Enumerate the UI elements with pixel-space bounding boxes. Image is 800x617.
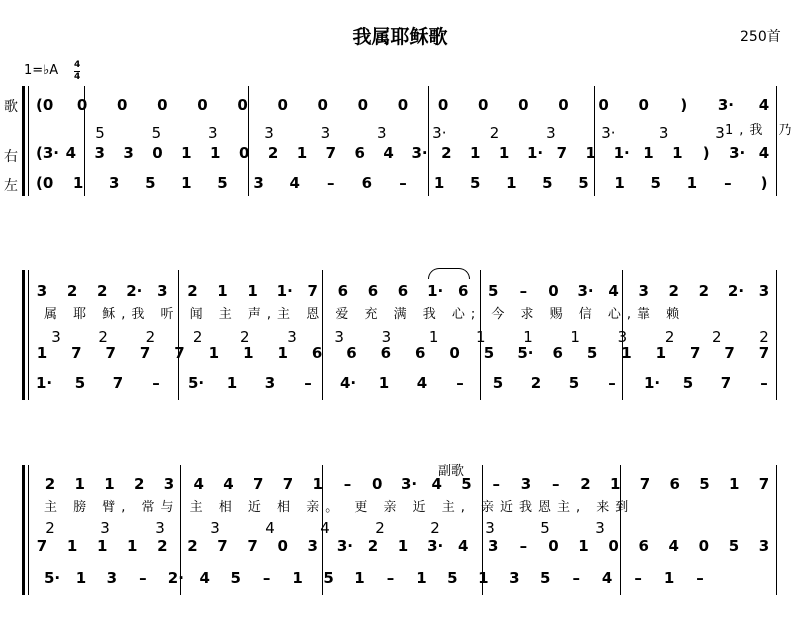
note: 1 — [127, 537, 138, 555]
note: 5 — [682, 374, 694, 392]
note: 1 — [476, 328, 486, 346]
note: 3 — [36, 282, 48, 300]
note: 4 — [265, 519, 275, 537]
note: – — [519, 282, 528, 300]
note: 0 — [277, 537, 288, 555]
note: 3 — [546, 124, 556, 142]
note: 1 — [428, 328, 439, 346]
note: 0 — [698, 537, 710, 555]
note: 1 — [433, 174, 445, 192]
note: 1 — [277, 344, 288, 362]
note: 1 — [663, 569, 675, 587]
note: 5· — [44, 569, 61, 587]
note: 3 — [488, 537, 499, 555]
note: 0 — [372, 475, 383, 493]
note: 3 — [381, 328, 392, 346]
note: – — [139, 569, 147, 587]
note: 7 — [282, 475, 294, 493]
note: 0 — [152, 144, 163, 162]
note: 6 — [552, 344, 563, 362]
note: 5 — [488, 282, 499, 300]
note: 5 — [568, 374, 580, 392]
note: 0 — [397, 96, 409, 114]
note: 0 — [117, 96, 128, 114]
lyric-line-2: 主 膀 臂, 常与 主 相 近 相 亲。 更 亲 近 主, 亲近我恩主, 来到 — [44, 500, 635, 515]
note: – — [327, 174, 335, 192]
note: 6 — [380, 344, 392, 362]
note: 3 — [287, 328, 297, 346]
note: 5 — [469, 174, 481, 192]
note: – — [572, 569, 580, 587]
note: 7 — [307, 282, 318, 300]
note: 1 — [74, 475, 85, 493]
note: 3· — [427, 537, 444, 555]
note: 6 — [414, 344, 426, 362]
note: – — [696, 569, 704, 587]
note: 5· — [188, 374, 205, 392]
note: 3 — [334, 328, 344, 346]
note: 0 — [157, 96, 168, 114]
note: 2 — [157, 537, 168, 555]
note: – — [386, 569, 395, 587]
note: 1 — [72, 174, 84, 192]
note: 3 — [617, 328, 628, 346]
note: 1 — [181, 174, 192, 192]
note: 7 — [174, 344, 185, 362]
note: 5 — [323, 569, 334, 587]
note: 4 — [758, 96, 770, 114]
note: 7 — [253, 475, 264, 493]
note: – — [304, 374, 312, 392]
note: 2 — [530, 374, 542, 392]
note: 1 — [655, 344, 667, 362]
note: 3 — [758, 282, 770, 300]
note: 1 — [247, 282, 258, 300]
note: 7 — [724, 344, 735, 362]
note: 2 — [759, 328, 769, 346]
note: 1 — [354, 569, 365, 587]
lyric-line-1: 属 耶 稣,我 听 闻 主 声,主 恩 爱 充 满 我 心; 今 求 赐 信 心,靠 赖 — [44, 307, 686, 322]
note: 4· — [340, 374, 357, 392]
note: 1 — [523, 328, 533, 346]
note: 7 — [217, 537, 228, 555]
note-row — [0, 569, 800, 587]
note: 2 — [375, 519, 385, 537]
note: 1 — [585, 144, 596, 162]
note: (0 — [36, 174, 54, 192]
note: 1 — [469, 144, 481, 162]
note: 3 — [320, 124, 331, 142]
note: 1 — [378, 374, 390, 392]
note: 4 — [416, 374, 428, 392]
note: 1 — [498, 144, 510, 162]
note: 0 — [518, 96, 529, 114]
note: 0 — [237, 96, 248, 114]
note: 1 — [36, 344, 48, 362]
note: 1· — [644, 374, 661, 392]
note: 1 — [621, 344, 632, 362]
note: ) — [680, 96, 688, 114]
note: 1 — [96, 537, 108, 555]
left-hand-label: 左 — [4, 178, 18, 194]
note: – — [552, 475, 560, 493]
note: 5 — [145, 174, 156, 192]
note: 7 — [758, 475, 770, 493]
note: 7 — [105, 344, 116, 362]
note: 2 — [134, 475, 145, 493]
note: 0 — [317, 96, 328, 114]
note: 3 — [264, 124, 274, 142]
note: 3 — [307, 537, 318, 555]
note: 1 — [66, 537, 78, 555]
note: 1· — [613, 144, 630, 162]
voice-label: 歌 — [4, 99, 18, 115]
note: 3 — [509, 569, 520, 587]
note: 3 — [715, 124, 725, 142]
note: 3 — [264, 374, 276, 392]
note-row — [0, 374, 800, 392]
note: 2 — [580, 475, 591, 493]
note: 2 — [668, 282, 679, 300]
note: 2 — [44, 475, 56, 493]
note: 1 — [292, 569, 303, 587]
note: 2 — [145, 328, 156, 346]
note: 4 — [199, 569, 210, 587]
note: 3 — [210, 519, 220, 537]
hymn-number: 250首 — [740, 29, 781, 45]
note: 5 — [447, 569, 458, 587]
note: 6 — [367, 282, 379, 300]
note: 3 — [108, 174, 120, 192]
note: 0 — [548, 537, 559, 555]
page-title: 我属耶稣歌 — [352, 26, 448, 48]
note: 6 — [346, 344, 357, 362]
note: 0 — [357, 96, 369, 114]
note: 3· — [432, 124, 447, 142]
note: 7 — [325, 144, 337, 162]
note: 2 — [45, 519, 55, 537]
note: – — [519, 537, 528, 555]
note: 1 — [643, 144, 654, 162]
note: 3 — [207, 124, 218, 142]
note: 5 — [230, 569, 241, 587]
note: 0 — [76, 96, 88, 114]
note-row — [0, 96, 800, 114]
note: 1 — [208, 344, 220, 362]
note: 1 — [312, 475, 323, 493]
note: 2 — [664, 328, 675, 346]
note: 7 — [71, 344, 82, 362]
note: 4 — [289, 174, 300, 192]
note: 0 — [598, 96, 609, 114]
note: – — [343, 475, 352, 493]
note: 3 — [94, 144, 105, 162]
note: 2· — [126, 282, 143, 300]
note: 2 — [192, 328, 203, 346]
note: 2 — [698, 282, 710, 300]
time-top: 4 — [74, 60, 81, 70]
note: 7 — [758, 344, 770, 362]
note: (3· — [36, 144, 59, 162]
note: 0 — [437, 96, 449, 114]
note: 5 — [95, 124, 105, 142]
note: 1 — [610, 475, 621, 493]
note: 1 — [614, 174, 625, 192]
note: 2 — [187, 537, 198, 555]
note: 2 — [267, 144, 279, 162]
note: 7 — [247, 537, 258, 555]
note: 0 — [197, 96, 208, 114]
note: 1 — [75, 569, 87, 587]
note: 3· — [717, 96, 735, 114]
note: 4 — [223, 475, 234, 493]
note: – — [760, 374, 768, 392]
note: – — [456, 374, 464, 392]
note: 1· — [36, 374, 53, 392]
note: 1 — [217, 282, 228, 300]
note: 0 — [238, 144, 250, 162]
note: 6 — [397, 282, 409, 300]
note: 0 — [548, 282, 559, 300]
note: 3· — [336, 537, 353, 555]
note: 3 — [520, 475, 532, 493]
note: 3 — [155, 519, 165, 537]
note: 3· — [577, 282, 594, 300]
note: 5 — [650, 174, 661, 192]
note: 6 — [311, 344, 323, 362]
note: 4 — [758, 144, 770, 162]
lyric-pickup: 1,我 乃 — [725, 123, 798, 138]
note: – — [608, 374, 616, 392]
note: 1 — [416, 569, 427, 587]
note: – — [492, 475, 500, 493]
note: 5 — [492, 374, 504, 392]
note: 3 — [157, 282, 168, 300]
note: 3 — [51, 328, 61, 346]
note: 0 — [638, 96, 649, 114]
note: 3· — [401, 475, 418, 493]
note: 4 — [457, 537, 469, 555]
note: – — [399, 174, 407, 192]
note: 7 — [556, 144, 568, 162]
note: 4 — [431, 475, 442, 493]
note: 3· — [729, 144, 746, 162]
note: 1 — [243, 344, 254, 362]
note: 3 — [485, 519, 495, 537]
note: 5 — [578, 174, 589, 192]
note: 7 — [139, 344, 151, 362]
note: 1 — [104, 475, 115, 493]
note: 6 — [457, 282, 469, 300]
time-signature — [74, 60, 80, 83]
note: 5· — [517, 344, 534, 362]
note: 7 — [112, 374, 124, 392]
note: 5 — [217, 174, 228, 192]
note-row — [0, 144, 800, 162]
note: 3 — [638, 282, 649, 300]
note: 5 — [728, 537, 740, 555]
note: 1· — [276, 282, 293, 300]
note: 1 — [226, 374, 238, 392]
note: 1 — [397, 537, 409, 555]
note: 3 — [658, 124, 669, 142]
note: 2 — [66, 282, 78, 300]
note: 3 — [253, 174, 264, 192]
note: 2· — [167, 569, 184, 587]
note: 1 — [478, 569, 489, 587]
note: 2 — [98, 328, 108, 346]
note: 1 — [729, 475, 740, 493]
note: 2 — [240, 328, 250, 346]
note: – — [724, 174, 732, 192]
note: 5 — [540, 519, 550, 537]
note: 5 — [699, 475, 710, 493]
note: 1· — [526, 144, 544, 162]
note: 1· — [427, 282, 444, 300]
note: 1 — [686, 174, 698, 192]
note: 3 — [377, 124, 387, 142]
note: 0 — [558, 96, 569, 114]
note: 2 — [489, 124, 500, 142]
note: – — [262, 569, 271, 587]
note: 1 — [210, 144, 221, 162]
note: 0 — [478, 96, 489, 114]
note: 1 — [672, 144, 683, 162]
note-row — [0, 174, 800, 192]
note: 3 — [595, 519, 605, 537]
note: 1 — [570, 328, 580, 346]
note: – — [634, 569, 642, 587]
note: 2 — [96, 282, 108, 300]
note: 7 — [36, 537, 48, 555]
note: 4 — [193, 475, 204, 493]
note: 0 — [608, 537, 619, 555]
note: (0 — [36, 96, 54, 114]
note: 2 — [430, 519, 440, 537]
note: 4 — [608, 282, 619, 300]
note: 7 — [690, 344, 701, 362]
note: 7 — [720, 374, 732, 392]
note: 6 — [638, 537, 649, 555]
time-bottom: 4 — [74, 72, 81, 82]
note-row — [0, 124, 800, 142]
note-row — [0, 475, 800, 493]
note: 5 — [483, 344, 495, 362]
note: 3· — [411, 144, 428, 162]
note: 2 — [712, 328, 722, 346]
note: 3 — [758, 537, 770, 555]
note: 3 — [163, 475, 175, 493]
section-label-chorus: 副歌 — [438, 464, 465, 479]
note: 3 — [123, 144, 134, 162]
key-signature: 1=♭A — [24, 63, 59, 78]
note: ) — [760, 174, 768, 192]
note: 5 — [74, 374, 86, 392]
note: 4 — [320, 519, 330, 537]
note: ) — [702, 144, 710, 162]
note: 1 — [506, 174, 517, 192]
note: 2 — [367, 537, 379, 555]
note: 2 — [187, 282, 198, 300]
slur-tie — [428, 268, 470, 279]
note-row — [0, 519, 800, 537]
note: 6 — [354, 144, 365, 162]
note: 1 — [181, 144, 192, 162]
right-hand-label: 右 — [4, 149, 18, 165]
note: 0 — [277, 96, 288, 114]
note: – — [152, 374, 160, 392]
note-row — [0, 282, 800, 300]
note: 6 — [361, 174, 373, 192]
note: 7 — [639, 475, 651, 493]
note: 1 — [578, 537, 589, 555]
note-row — [0, 344, 800, 362]
note: 5 — [542, 174, 553, 192]
note: 1 — [296, 144, 308, 162]
note: 4 — [601, 569, 613, 587]
note: 4 — [65, 144, 77, 162]
note: 5 — [540, 569, 551, 587]
note: 3 — [106, 569, 118, 587]
note: 3 — [100, 519, 110, 537]
note: 2 — [441, 144, 452, 162]
note: 5 — [586, 344, 598, 362]
note: 0 — [449, 344, 460, 362]
note: 6 — [337, 282, 349, 300]
note: 6 — [669, 475, 680, 493]
note: 4 — [383, 144, 394, 162]
note: 5 — [151, 124, 162, 142]
note: 4 — [668, 537, 679, 555]
note-row — [0, 537, 800, 555]
note: 5 — [461, 475, 472, 493]
note: 2· — [727, 282, 745, 300]
note: 3· — [601, 124, 616, 142]
